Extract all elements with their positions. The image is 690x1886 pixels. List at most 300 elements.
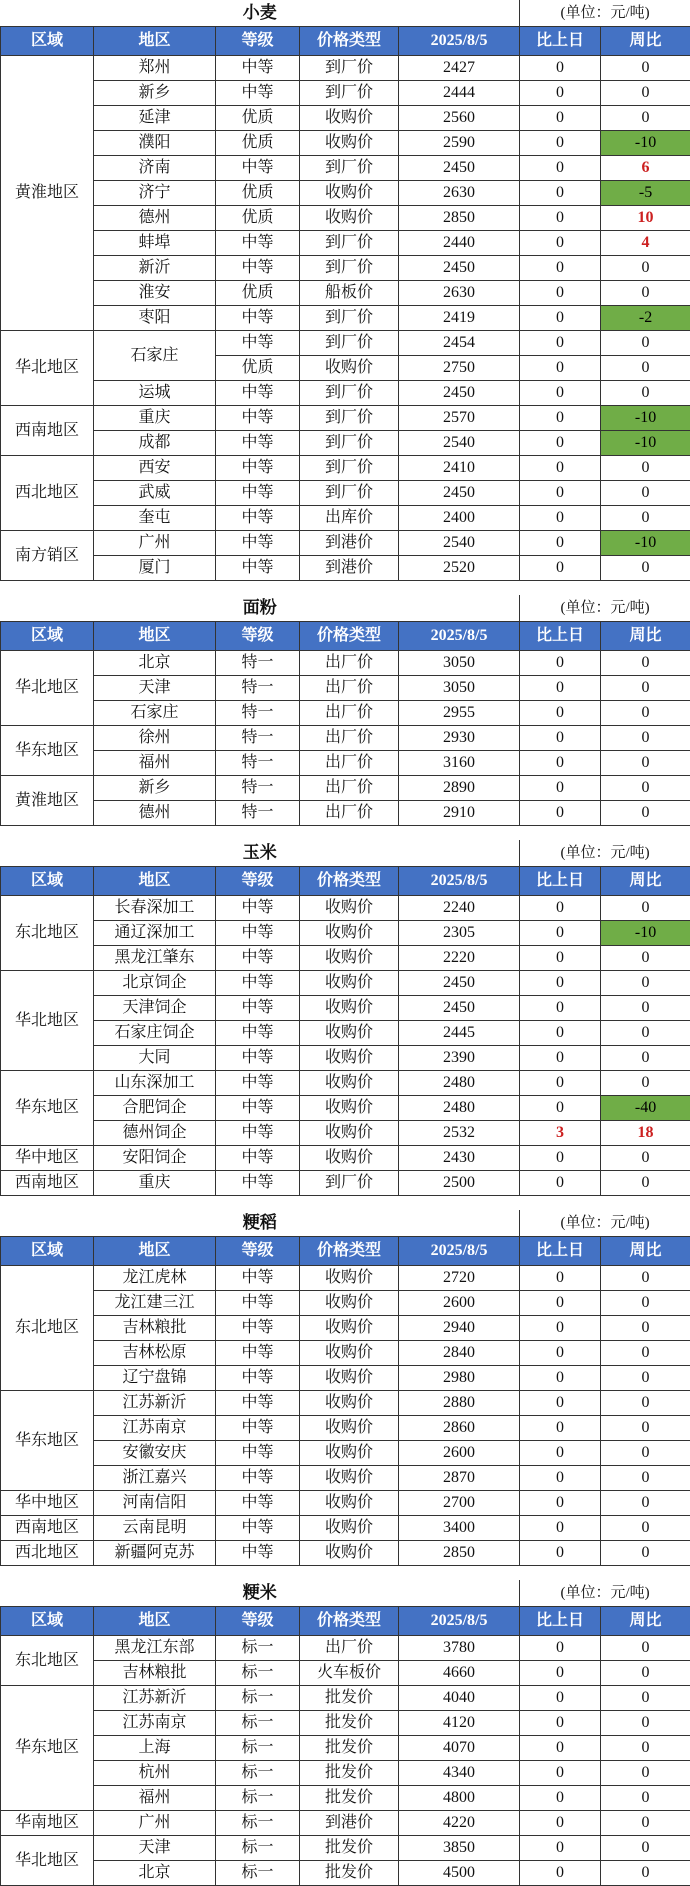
- price-cell: 2305: [399, 921, 520, 946]
- price-type-cell: 批发价: [300, 1786, 399, 1811]
- section-title: 面粉: [1, 595, 520, 622]
- day-change-cell: 0: [520, 676, 601, 701]
- price-cell: 4660: [399, 1661, 520, 1686]
- grade-cell: 中等: [216, 81, 300, 106]
- unit-label: (单位：元/吨): [520, 0, 690, 27]
- column-header: 2025/8/5: [399, 27, 520, 56]
- grade-cell: 中等: [216, 1146, 300, 1171]
- table-row: [1, 431, 690, 456]
- title-row: [1, 595, 690, 622]
- table-row: [1, 1096, 690, 1121]
- table-row: [1, 701, 690, 726]
- area-cell: 新沂: [94, 256, 216, 281]
- price-type-cell: 收购价: [300, 1416, 399, 1441]
- area-cell: 黑龙江肇东: [94, 946, 216, 971]
- title-row: [1, 0, 690, 27]
- area-cell: 枣阳: [94, 306, 216, 331]
- grade-cell: 中等: [216, 481, 300, 506]
- week-change-cell: 0: [601, 1491, 690, 1516]
- table-row: [1, 156, 690, 181]
- price-type-cell: 到厂价: [300, 331, 399, 356]
- price-cell: 2890: [399, 776, 520, 801]
- header-row: [1, 1607, 690, 1636]
- title-row: [1, 1580, 690, 1607]
- area-cell: 辽宁盘锦: [94, 1366, 216, 1391]
- week-change-cell: 0: [601, 1171, 690, 1196]
- price-cell: 2600: [399, 1291, 520, 1316]
- grade-cell: 中等: [216, 56, 300, 81]
- day-change-cell: 0: [520, 81, 601, 106]
- column-header: 2025/8/5: [399, 1607, 520, 1636]
- column-header: 等级: [216, 867, 300, 896]
- day-change-cell: 0: [520, 1466, 601, 1491]
- price-cell: 4120: [399, 1711, 520, 1736]
- region-cell: 华北地区: [1, 331, 94, 406]
- price-type-cell: 批发价: [300, 1861, 399, 1886]
- grade-cell: 中等: [216, 506, 300, 531]
- price-cell: 2600: [399, 1441, 520, 1466]
- table-row: [1, 231, 690, 256]
- table-row: [1, 1341, 690, 1366]
- grade-cell: 中等: [216, 231, 300, 256]
- grade-cell: 中等: [216, 1416, 300, 1441]
- area-cell: 郑州: [94, 56, 216, 81]
- week-change-cell: 0: [601, 506, 690, 531]
- price-type-cell: 收购价: [300, 356, 399, 381]
- area-cell: 德州饲企: [94, 1121, 216, 1146]
- price-cell: 2480: [399, 1096, 520, 1121]
- area-cell: 北京: [94, 1861, 216, 1886]
- week-change-cell: 0: [601, 1366, 690, 1391]
- section-spacer: [0, 581, 690, 595]
- table-row: [1, 1466, 690, 1491]
- week-change-cell: 0: [601, 1021, 690, 1046]
- week-change-cell: 0: [601, 456, 690, 481]
- week-change-cell: -10: [601, 921, 690, 946]
- price-cell: 3780: [399, 1636, 520, 1661]
- table-row: [1, 1021, 690, 1046]
- area-cell: 石家庄: [94, 701, 216, 726]
- week-change-cell: 0: [601, 1686, 690, 1711]
- week-change-cell: 0: [601, 1316, 690, 1341]
- area-cell: 北京: [94, 651, 216, 676]
- week-change-cell: 0: [601, 1146, 690, 1171]
- table-row: [1, 971, 690, 996]
- price-cell: 2450: [399, 381, 520, 406]
- grade-cell: 中等: [216, 1316, 300, 1341]
- area-cell: 安阳饲企: [94, 1146, 216, 1171]
- price-type-cell: 到港价: [300, 1811, 399, 1836]
- day-change-cell: 0: [520, 1366, 601, 1391]
- grade-cell: 中等: [216, 331, 300, 356]
- day-change-cell: 0: [520, 1861, 601, 1886]
- price-type-cell: 船板价: [300, 281, 399, 306]
- table-row: [1, 381, 690, 406]
- price-type-cell: 收购价: [300, 181, 399, 206]
- week-change-cell: 0: [601, 1836, 690, 1861]
- area-cell: 大同: [94, 1046, 216, 1071]
- price-type-cell: 收购价: [300, 1021, 399, 1046]
- area-cell: 长春深加工: [94, 896, 216, 921]
- grade-cell: 中等: [216, 1491, 300, 1516]
- grade-cell: 优质: [216, 106, 300, 131]
- area-cell: 龙江虎林: [94, 1266, 216, 1291]
- price-cell: 2540: [399, 531, 520, 556]
- column-header: 等级: [216, 622, 300, 651]
- week-change-cell: 0: [601, 1391, 690, 1416]
- area-cell: 新乡: [94, 776, 216, 801]
- grade-cell: 标一: [216, 1686, 300, 1711]
- grade-cell: 中等: [216, 996, 300, 1021]
- day-change-cell: 0: [520, 801, 601, 826]
- price-cell: 2880: [399, 1391, 520, 1416]
- price-cell: 2560: [399, 106, 520, 131]
- column-header: 地区: [94, 1607, 216, 1636]
- week-change-cell: 0: [601, 651, 690, 676]
- unit-label: (单位：元/吨): [520, 1210, 690, 1237]
- area-cell: 济南: [94, 156, 216, 181]
- area-cell: 天津: [94, 1836, 216, 1861]
- section-title: 玉米: [1, 840, 520, 867]
- table-row: [1, 1661, 690, 1686]
- day-change-cell: 0: [520, 751, 601, 776]
- day-change-cell: 0: [520, 726, 601, 751]
- day-change-cell: 0: [520, 1686, 601, 1711]
- price-type-cell: 收购价: [300, 921, 399, 946]
- day-change-cell: 0: [520, 1391, 601, 1416]
- price-type-cell: 收购价: [300, 1491, 399, 1516]
- table-row: [1, 1416, 690, 1441]
- section-spacer: [0, 1196, 690, 1210]
- price-cell: 2445: [399, 1021, 520, 1046]
- grade-cell: 特一: [216, 726, 300, 751]
- region-cell: 华北地区: [1, 971, 94, 1071]
- area-cell: 黑龙江东部: [94, 1636, 216, 1661]
- price-cell: 2850: [399, 206, 520, 231]
- day-change-cell: 0: [520, 1661, 601, 1686]
- grade-cell: 标一: [216, 1786, 300, 1811]
- day-change-cell: 0: [520, 56, 601, 81]
- price-cell: 2930: [399, 726, 520, 751]
- grade-cell: 中等: [216, 556, 300, 581]
- week-change-cell: 0: [601, 381, 690, 406]
- price-cell: 2980: [399, 1366, 520, 1391]
- grade-cell: 标一: [216, 1836, 300, 1861]
- column-header: 地区: [94, 867, 216, 896]
- price-type-cell: 收购价: [300, 1441, 399, 1466]
- day-change-cell: 0: [520, 896, 601, 921]
- column-header: 周比: [601, 1607, 690, 1636]
- grade-cell: 中等: [216, 406, 300, 431]
- price-type-cell: 到厂价: [300, 1171, 399, 1196]
- price-cell: 3850: [399, 1836, 520, 1861]
- week-change-cell: 0: [601, 1071, 690, 1096]
- table-row: [1, 1786, 690, 1811]
- region-cell: 华东地区: [1, 1391, 94, 1491]
- day-change-cell: 0: [520, 1021, 601, 1046]
- grade-cell: 中等: [216, 1171, 300, 1196]
- price-type-cell: 收购价: [300, 1071, 399, 1096]
- area-cell: 上海: [94, 1736, 216, 1761]
- price-cell: 4070: [399, 1736, 520, 1761]
- area-cell: 通辽深加工: [94, 921, 216, 946]
- day-change-cell: 0: [520, 106, 601, 131]
- table-row: [1, 1636, 690, 1661]
- price-cell: 2700: [399, 1491, 520, 1516]
- header-row: [1, 622, 690, 651]
- day-change-cell: 0: [520, 1341, 601, 1366]
- area-cell: 德州: [94, 206, 216, 231]
- area-cell: 济宁: [94, 181, 216, 206]
- header-row: [1, 867, 690, 896]
- grade-cell: 中等: [216, 431, 300, 456]
- table-row: [1, 256, 690, 281]
- price-cell: 3160: [399, 751, 520, 776]
- week-change-cell: 0: [601, 1341, 690, 1366]
- price-type-cell: 批发价: [300, 1736, 399, 1761]
- week-change-cell: 0: [601, 106, 690, 131]
- week-change-cell: 0: [601, 56, 690, 81]
- week-change-cell: 6: [601, 156, 690, 181]
- week-change-cell: 0: [601, 1291, 690, 1316]
- region-cell: 西南地区: [1, 406, 94, 456]
- price-cell: 4340: [399, 1761, 520, 1786]
- day-change-cell: 0: [520, 1736, 601, 1761]
- table-row: [1, 1366, 690, 1391]
- table-row: [1, 1761, 690, 1786]
- day-change-cell: 0: [520, 156, 601, 181]
- price-cell: 2955: [399, 701, 520, 726]
- day-change-cell: 0: [520, 481, 601, 506]
- column-header: 价格类型: [300, 1607, 399, 1636]
- area-cell: 江苏新沂: [94, 1391, 216, 1416]
- table-row: [1, 56, 690, 81]
- week-change-cell: -10: [601, 406, 690, 431]
- week-change-cell: 0: [601, 1046, 690, 1071]
- area-cell: 厦门: [94, 556, 216, 581]
- week-change-cell: -40: [601, 1096, 690, 1121]
- table-row: [1, 1861, 690, 1886]
- column-header: 区域: [1, 867, 94, 896]
- price-cell: 2720: [399, 1266, 520, 1291]
- price-type-cell: 到厂价: [300, 306, 399, 331]
- day-change-cell: 0: [520, 1811, 601, 1836]
- grade-cell: 中等: [216, 156, 300, 181]
- region-cell: 西北地区: [1, 456, 94, 531]
- unit-label: (单位：元/吨): [520, 840, 690, 867]
- area-cell: 福州: [94, 751, 216, 776]
- region-cell: 华南地区: [1, 1811, 94, 1836]
- grade-cell: 特一: [216, 651, 300, 676]
- area-cell: 龙江建三江: [94, 1291, 216, 1316]
- price-cell: 2910: [399, 801, 520, 826]
- table-row: [1, 456, 690, 481]
- price-type-cell: 收购价: [300, 1516, 399, 1541]
- price-type-cell: 出厂价: [300, 751, 399, 776]
- column-header: 价格类型: [300, 622, 399, 651]
- grade-cell: 标一: [216, 1861, 300, 1886]
- price-type-cell: 收购价: [300, 1391, 399, 1416]
- grade-cell: 中等: [216, 1046, 300, 1071]
- day-change-cell: 0: [520, 456, 601, 481]
- day-change-cell: 0: [520, 431, 601, 456]
- price-type-cell: 收购价: [300, 996, 399, 1021]
- grade-cell: 优质: [216, 206, 300, 231]
- area-cell: 河南信阳: [94, 1491, 216, 1516]
- price-cell: 2870: [399, 1466, 520, 1491]
- day-change-cell: 0: [520, 1071, 601, 1096]
- area-cell: 西安: [94, 456, 216, 481]
- table-row: [1, 506, 690, 531]
- table-row: [1, 1171, 690, 1196]
- table-row: [1, 896, 690, 921]
- day-change-cell: 0: [520, 531, 601, 556]
- price-cell: 2427: [399, 56, 520, 81]
- week-change-cell: 0: [601, 1636, 690, 1661]
- region-cell: 黄淮地区: [1, 776, 94, 826]
- column-header: 价格类型: [300, 867, 399, 896]
- table-row: [1, 1071, 690, 1096]
- week-change-cell: 0: [601, 1441, 690, 1466]
- column-header: 2025/8/5: [399, 1237, 520, 1266]
- price-cell: 2440: [399, 231, 520, 256]
- price-cell: 4800: [399, 1786, 520, 1811]
- column-header: 区域: [1, 622, 94, 651]
- area-cell: 淮安: [94, 281, 216, 306]
- day-change-cell: 0: [520, 331, 601, 356]
- price-cell: 2630: [399, 281, 520, 306]
- week-change-cell: 0: [601, 1416, 690, 1441]
- table-row: [1, 481, 690, 506]
- table-row: [1, 1541, 690, 1566]
- column-header: 比上日: [520, 867, 601, 896]
- table-row: [1, 1686, 690, 1711]
- day-change-cell: 0: [520, 651, 601, 676]
- price-cell: 3400: [399, 1516, 520, 1541]
- price-cell: 4040: [399, 1686, 520, 1711]
- day-change-cell: 0: [520, 206, 601, 231]
- price-cell: 2860: [399, 1416, 520, 1441]
- week-change-cell: 0: [601, 1541, 690, 1566]
- price-type-cell: 批发价: [300, 1711, 399, 1736]
- grade-cell: 中等: [216, 256, 300, 281]
- grade-cell: 中等: [216, 1341, 300, 1366]
- price-type-cell: 到厂价: [300, 256, 399, 281]
- week-change-cell: 0: [601, 1761, 690, 1786]
- area-cell: 新乡: [94, 81, 216, 106]
- price-type-cell: 收购价: [300, 1291, 399, 1316]
- price-cell: 2400: [399, 506, 520, 531]
- day-change-cell: 0: [520, 1096, 601, 1121]
- section-table: [0, 595, 690, 826]
- table-row: [1, 206, 690, 231]
- grade-cell: 中等: [216, 381, 300, 406]
- price-type-cell: 收购价: [300, 946, 399, 971]
- column-header: 2025/8/5: [399, 867, 520, 896]
- price-type-cell: 收购价: [300, 1466, 399, 1491]
- price-type-cell: 到厂价: [300, 231, 399, 256]
- grade-cell: 优质: [216, 131, 300, 156]
- day-change-cell: 0: [520, 506, 601, 531]
- area-cell: 浙江嘉兴: [94, 1466, 216, 1491]
- area-cell: 云南昆明: [94, 1516, 216, 1541]
- grade-cell: 中等: [216, 1516, 300, 1541]
- area-cell: 吉林粮批: [94, 1316, 216, 1341]
- table-row: [1, 1736, 690, 1761]
- day-change-cell: 0: [520, 701, 601, 726]
- week-change-cell: 0: [601, 556, 690, 581]
- day-change-cell: 3: [520, 1121, 601, 1146]
- region-cell: 东北地区: [1, 1266, 94, 1391]
- week-change-cell: 0: [601, 256, 690, 281]
- price-cell: 2390: [399, 1046, 520, 1071]
- area-cell: 合肥饲企: [94, 1096, 216, 1121]
- section-table: [0, 1580, 690, 1886]
- unit-label: (单位：元/吨): [520, 595, 690, 622]
- title-row: [1, 840, 690, 867]
- day-change-cell: 0: [520, 1636, 601, 1661]
- unit-label: (单位：元/吨): [520, 1580, 690, 1607]
- area-cell: 吉林粮批: [94, 1661, 216, 1686]
- section-title: 粳稻: [1, 1210, 520, 1237]
- area-cell: 石家庄: [94, 331, 216, 381]
- area-cell: 武威: [94, 481, 216, 506]
- week-change-cell: 18: [601, 1121, 690, 1146]
- table-row: [1, 1516, 690, 1541]
- week-change-cell: 0: [601, 1736, 690, 1761]
- grade-cell: 标一: [216, 1811, 300, 1836]
- week-change-cell: 0: [601, 81, 690, 106]
- region-cell: 东北地区: [1, 1636, 94, 1686]
- region-cell: 西南地区: [1, 1516, 94, 1541]
- day-change-cell: 0: [520, 381, 601, 406]
- price-type-cell: 收购价: [300, 131, 399, 156]
- price-type-cell: 收购价: [300, 971, 399, 996]
- week-change-cell: -10: [601, 531, 690, 556]
- grade-cell: 标一: [216, 1736, 300, 1761]
- price-type-cell: 出厂价: [300, 726, 399, 751]
- grade-cell: 中等: [216, 1466, 300, 1491]
- day-change-cell: 0: [520, 946, 601, 971]
- price-cell: 2454: [399, 331, 520, 356]
- price-cell: 2450: [399, 481, 520, 506]
- area-cell: 广州: [94, 531, 216, 556]
- column-header: 比上日: [520, 27, 601, 56]
- table-row: [1, 331, 690, 356]
- price-type-cell: 到港价: [300, 531, 399, 556]
- section-table: [0, 840, 690, 1196]
- table-row: [1, 676, 690, 701]
- region-cell: 黄淮地区: [1, 56, 94, 331]
- column-header: 比上日: [520, 622, 601, 651]
- price-type-cell: 到厂价: [300, 431, 399, 456]
- column-header: 价格类型: [300, 1237, 399, 1266]
- region-cell: 华中地区: [1, 1146, 94, 1171]
- grade-cell: 中等: [216, 1391, 300, 1416]
- week-change-cell: -10: [601, 131, 690, 156]
- price-cell: 4500: [399, 1861, 520, 1886]
- grade-cell: 中等: [216, 1291, 300, 1316]
- section-title: 粳米: [1, 1580, 520, 1607]
- grade-cell: 优质: [216, 181, 300, 206]
- grade-cell: 特一: [216, 776, 300, 801]
- area-cell: 石家庄饲企: [94, 1021, 216, 1046]
- grade-cell: 特一: [216, 801, 300, 826]
- week-change-cell: 0: [601, 776, 690, 801]
- column-header: 等级: [216, 27, 300, 56]
- week-change-cell: -2: [601, 306, 690, 331]
- table-row: [1, 1491, 690, 1516]
